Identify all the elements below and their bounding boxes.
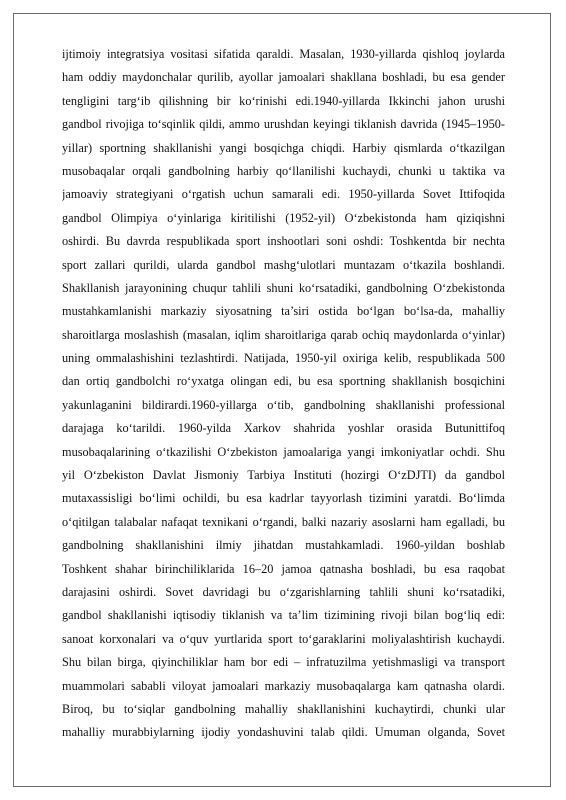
text-line: darajasini oshirdi. Sovet davridagi bu o‘zgarishlarning tahlili shuni ko‘rsatadiki,: [62, 584, 505, 599]
text-line: darajaga ko‘tarildi. 1960-yilda Xarkov shahrida yoshlar orasida Butunittifoq: [62, 421, 505, 436]
text-line: Biroq, bu to‘siqlar gandbolning mahalliy shakllanishini kuchaytirdi, chunki ular: [62, 701, 505, 716]
text-line: muammolari sababli viloyat jamoalari markaziy musobaqalarga kam qatnasha olardi.: [62, 678, 505, 693]
text-line: gandbol Olimpiya o‘yinlariga kiritilishi (1952-yil) O‘zbekistonda ham qiziqishni: [62, 210, 505, 225]
text-line: ham oddiy maydonchalar qurilib, ayollar jamoalari shakllana boshladi, bu esa gender: [62, 70, 505, 85]
text-line: Toshkent shahar birinchiliklarida 16–20 jamoa qatnasha boshladi, bu esa raqobat: [62, 561, 505, 576]
text-line: sharoitlarga moslashish (masalan, iqlim sharoitlariga qarab ochiq maydonlarda o‘yinlar): [62, 327, 505, 342]
text-line: mahalliy murabbiylarning ijodiy yondashuvini talab qildi. Umuman olganda, Sovet: [62, 725, 505, 740]
text-line: gandbol rivojiga to‘sqinlik qildi, ammo urushdan keyingi tiklanish davrida (1945–1950-: [62, 117, 505, 132]
text-line: ijtimoiy integratsiya vositasi sifatida qaraldi. Masalan, 1930-yillarda qishloq joylarda: [62, 47, 505, 61]
text-line: gandbol shakllanishi iqtisodiy tiklanish va ta’lim tizimining rivoji bilan bog‘liq edi:: [62, 608, 505, 623]
text-line: musobaqalarining o‘tkazilishi O‘zbekiston jamoalariga yangi imkoniyatlar ochdi. Shu: [62, 444, 505, 459]
text-line: mutaxassisligi bo‘limi ochildi, bu esa kadrlar tayyorlash tizimini yaratdi. Bo‘limda: [62, 491, 505, 506]
text-line: Shakllanish jarayonining chuqur tahlili shuni ko‘rsatadiki, gandbolning O‘zbekistonda: [62, 280, 505, 295]
text-line: tengligini targ‘ib qilishning bir ko‘rinishi edi.1940-yillarda Ikkinchi jahon urushi: [62, 93, 505, 108]
text-line: gandbolning shakllanishini ilmiy jihatdan mustahkamladi. 1960-yildan boshlab: [62, 538, 505, 553]
text-line: uning ommalashishini tezlashtirdi. Natijada, 1950-yil oxiriga kelib, respublikada 500: [62, 351, 505, 366]
text-line: sport zallari qurildi, ularda gandbol mashg‘ulotlari muntazam o‘tkazila boshlandi.: [62, 257, 505, 272]
text-line: sanoat korxonalari va o‘quv yurtlarida sport to‘garaklarini moliyalashtirish kuchaydi.: [62, 631, 505, 646]
text-line: yillar) sportning shakllanishi yangi bosqichga chiqdi. Harbiy qismlarda o‘tkazilgan: [62, 140, 505, 155]
text-line: yil O‘zbekiston Davlat Jismoniy Tarbiya Instituti (hozirgi O‘zDJTI) da gandbol: [62, 468, 505, 483]
text-line: musobaqalar orqali gandbolning harbiy qo‘llanilishi kuchaydi, chunki u taktika va: [62, 163, 505, 178]
text-line: o‘qitilgan talabalar nafaqat texnikani o‘rgandi, balki nazariy asoslarni ham egalladi, bu: [62, 514, 505, 529]
text-line: Shu bilan birga, qiyinchiliklar ham bor edi – infratuzilma yetishmasligi va transport: [62, 655, 505, 670]
text-line: oshirdi. Bu davrda respublikada sport inshootlari soni oshdi: Toshkentda bir nechta: [62, 234, 505, 249]
text-line: jamoaviy strategiyani o‘rgatish uchun samarali edi. 1950-yillarda Sovet Ittifoqida: [62, 187, 505, 202]
document-body-text: [62, 43, 505, 745]
text-line: mustahkamlanishi markaziy siyosatning ta’siri ostida bo‘lgan bo‘lsa-da, mahalliy: [62, 304, 505, 319]
text-line: yakunlaganini bildirardi.1960-yillarga o‘tib, gandbolning shakllanishi professional: [62, 397, 505, 412]
text-line: dan ortiq gandbolchi ro‘yxatga olingan edi, bu esa sportning shakllanish bosqichini: [62, 374, 505, 389]
